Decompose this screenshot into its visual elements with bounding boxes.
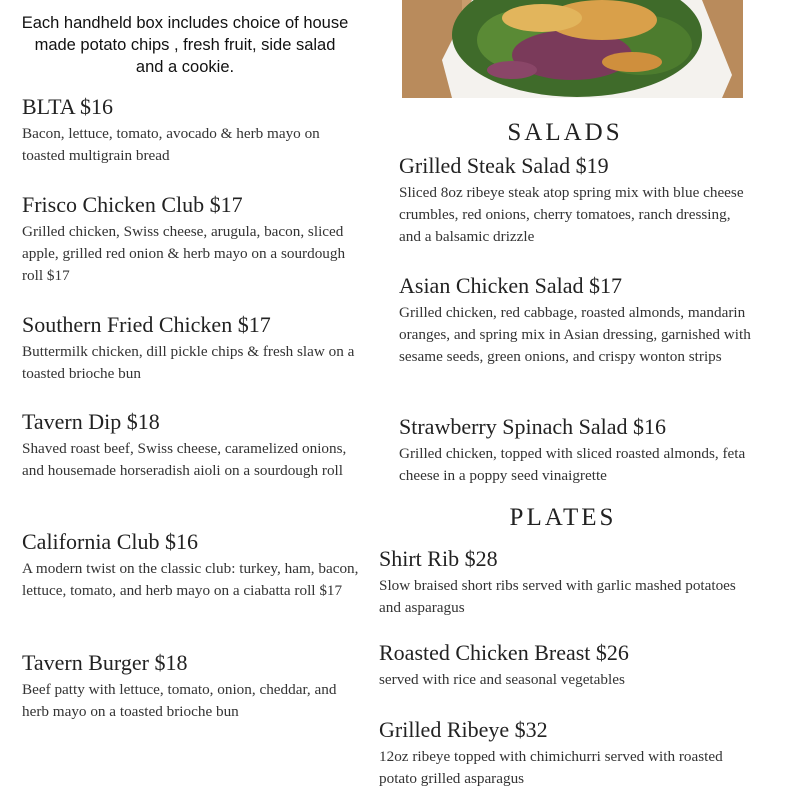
menu-item-shirt-rib xyxy=(379,546,749,619)
menu-item-asian-chicken-salad xyxy=(399,273,754,368)
item-description: Beef patty with lettuce, tomato, onion, cheddar, and herb mayo on a toasted brioche bun xyxy=(22,681,337,720)
item-description: Slow braised short ribs served with garlic mashed potatoes and asparagus xyxy=(379,577,736,616)
menu-item-tavern-dip xyxy=(22,409,362,482)
menu-item-southern-fried-chicken xyxy=(22,312,362,385)
item-description: Buttermilk chicken, dill pickle chips & fresh slaw on a toasted brioche bun xyxy=(22,343,355,382)
item-title: California Club $16 xyxy=(22,529,198,554)
section-heading-salads: SALADS xyxy=(507,119,623,146)
item-description: Grilled chicken, Swiss cheese, arugula, bacon, sliced apple, grilled red onion & herb mayo on a sourdough roll $17 xyxy=(22,223,346,284)
item-title: BLTA $16 xyxy=(22,94,113,119)
item-title: Shirt Rib $28 xyxy=(379,546,498,571)
item-description: Shaved roast beef, Swiss cheese, caramelized onions, and housemade horseradish aioli on a sourdough roll xyxy=(22,440,347,479)
menu-item-strawberry-spinach-salad xyxy=(399,414,754,487)
item-description: 12oz ribeye topped with chimichurri served with roasted potato grilled asparagus xyxy=(379,748,723,787)
menu-item-tavern-burger xyxy=(22,650,362,723)
menu-item-frisco-chicken-club xyxy=(22,192,362,287)
item-title: Tavern Burger $18 xyxy=(22,650,188,675)
item-description: Sliced 8oz ribeye steak atop spring mix with blue cheese crumbles, red onions, cherry tomatoes, ranch dressing, and a balsamic drizzle xyxy=(399,184,744,245)
item-title: Asian Chicken Salad $17 xyxy=(399,273,623,298)
item-description: Grilled chicken, red cabbage, roasted almonds, mandarin oranges, and spring mix in Asian dressing, garnished with sesame seeds, green onions, and crispy wonton strips xyxy=(399,304,751,365)
item-description: Grilled chicken, topped with sliced roasted almonds, feta cheese in a poppy seed vinaigrette xyxy=(399,445,746,484)
item-title: Grilled Steak Salad $19 xyxy=(399,153,609,178)
item-title: Roasted Chicken Breast $26 xyxy=(379,640,629,665)
salad-photo-image xyxy=(402,0,743,98)
intro-note: Each handheld box includes choice of house made potato chips , fresh fruit, side salad and a cookie. xyxy=(21,14,349,76)
menu-item-california-club xyxy=(22,529,362,602)
item-title: Southern Fried Chicken $17 xyxy=(22,312,271,337)
item-title: Tavern Dip $18 xyxy=(22,409,160,434)
menu-item-roasted-chicken-breast xyxy=(379,640,749,691)
menu-item-grilled-ribeye xyxy=(379,717,749,790)
salad-photo xyxy=(402,0,743,98)
item-description: Bacon, lettuce, tomato, avocado & herb mayo on toasted multigrain bread xyxy=(22,125,320,164)
item-title: Grilled Ribeye $32 xyxy=(379,717,548,742)
menu-item-grilled-steak-salad xyxy=(399,153,754,248)
item-description: served with rice and seasonal vegetables xyxy=(379,671,625,688)
section-heading-plates: PLATES xyxy=(509,504,617,531)
item-title: Frisco Chicken Club $17 xyxy=(22,192,243,217)
item-title: Strawberry Spinach Salad $16 xyxy=(399,414,666,439)
item-description: A modern twist on the classic club: turkey, ham, bacon, lettuce, tomato, and herb mayo on a ciabatta roll $17 xyxy=(22,560,359,599)
menu-item-blta xyxy=(22,94,362,167)
